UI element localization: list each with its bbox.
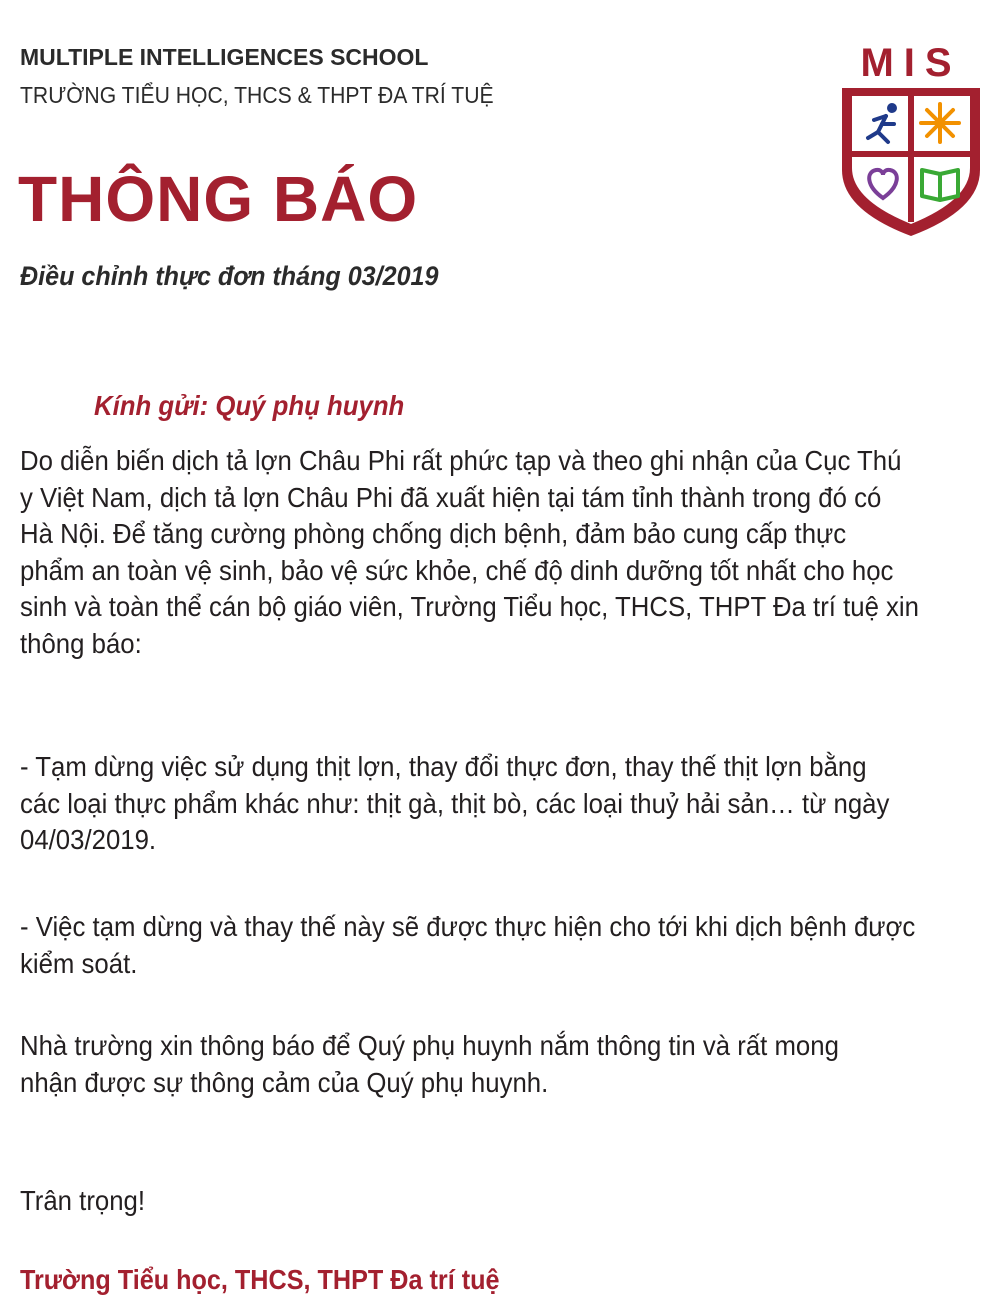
logo-text: MIS: [860, 41, 962, 85]
notice-subtitle: Điều chỉnh thực đơn tháng 03/2019: [20, 261, 439, 291]
signature: Trường Tiểu học, THCS, THPT Đa trí tuệ: [20, 1264, 500, 1295]
text-line: phẩm an toàn vệ sinh, bảo vệ sức khỏe, chế độ dinh dưỡng tốt nhất cho học: [20, 554, 894, 586]
text-line: - Việc tạm dừng và thay thế này sẽ được thực hiện cho tới khi dịch bệnh được: [20, 911, 916, 942]
text-line: Nhà trường xin thông báo để Quý phụ huynh nắm thông tin và rất mong: [20, 1030, 839, 1061]
school-name-vn: TRƯỜNG TIỂU HỌC, THCS & THPT ĐA TRÍ TUỆ: [20, 82, 494, 108]
text-line: Do diễn biến dịch tả lợn Châu Phi rất phức tạp và theo ghi nhận của Cục Thú: [20, 445, 902, 476]
text-line: Hà Nội. Để tăng cường phòng chống dịch bệnh, đảm bảo cung cấp thực: [20, 518, 847, 549]
text-line: nhận được sự thông cảm của Quý phụ huynh.: [20, 1066, 549, 1098]
paragraph-3: [20, 909, 915, 982]
closing: Trân trọng!: [20, 1185, 146, 1216]
text-line: y Việt Nam, dịch tả lợn Châu Phi đã xuất hiện tại tám tỉnh thành trong đó có: [20, 481, 882, 513]
text-line: các loại thực phẩm khác như: thịt gà, thịt bò, các loại thuỷ hải sản… từ ngày: [20, 787, 890, 819]
paragraph-1: [20, 443, 919, 662]
notice-title: THÔNG BÁO: [18, 163, 419, 235]
school-logo: [836, 40, 986, 240]
text-line: sinh và toàn thể cán bộ giáo viên, Trường Tiểu học, THCS, THPT Đa trí tuệ xin: [20, 591, 919, 622]
asterisk-icon: [921, 104, 959, 142]
school-name-en: MULTIPLE INTELLIGENCES SCHOOL: [20, 44, 429, 70]
text-line: kiểm soát.: [20, 947, 138, 979]
text-line: - Tạm dừng việc sử dụng thịt lợn, thay đổi thực đơn, thay thế thịt lợn bằng: [20, 751, 867, 782]
salutation: Kính gửi: Quý phụ huynh: [94, 390, 405, 421]
paragraph-2: [20, 749, 889, 859]
text-line: 04/03/2019.: [20, 824, 157, 855]
text-line: thông báo:: [20, 627, 142, 659]
paragraph-4: [20, 1028, 839, 1101]
